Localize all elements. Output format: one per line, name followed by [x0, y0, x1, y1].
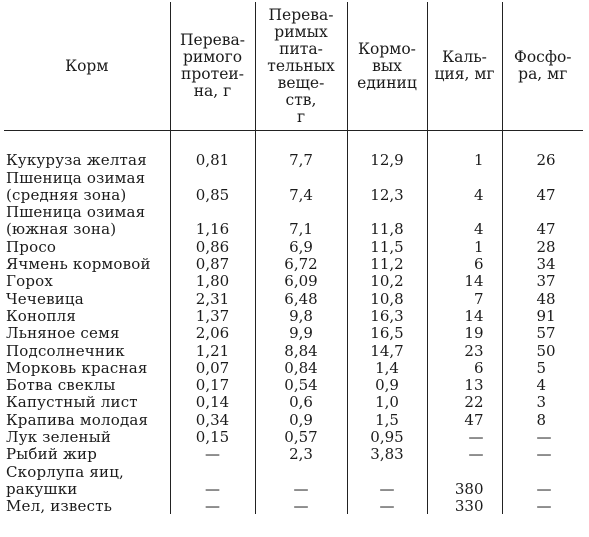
feed-units-value: 1,5: [347, 410, 427, 427]
feed-units-value: 11,2: [347, 255, 427, 272]
nutrients-value: —: [255, 480, 347, 497]
table-spacer-row: [4, 131, 583, 152]
nutrients-value: 8,84: [255, 341, 347, 358]
protein-value: 0,81: [170, 151, 255, 168]
nutrients-value: 6,9: [255, 237, 347, 254]
calcium-value: 1: [427, 237, 502, 254]
header-nutrients: [255, 2, 347, 131]
empty-cell: [347, 168, 427, 185]
table-row-continued: [4, 186, 583, 203]
table-row: [4, 445, 583, 462]
header-line: тельных: [267, 56, 335, 75]
calcium-value: 4: [427, 186, 502, 203]
feed-name: Пшеница озимая: [6, 203, 146, 222]
header-feed: Корм: [4, 2, 170, 131]
phosphorus-value: 34: [502, 255, 583, 272]
header-line: единиц: [357, 73, 417, 92]
feed-name: Льняное семя: [6, 324, 120, 343]
protein-value: 0,15: [170, 428, 255, 445]
feed-nutrition-table: [4, 2, 583, 514]
table-row: [4, 376, 583, 393]
header-line: Фосфо-: [513, 48, 572, 66]
feed-units-value: —: [347, 480, 427, 497]
empty-cell: [255, 203, 347, 220]
feed-name: Подсолнечник: [6, 341, 125, 360]
phosphorus-value: 3: [502, 393, 583, 410]
empty-cell: [502, 462, 583, 479]
header-protein: [170, 2, 255, 131]
phosphorus-value: 4: [502, 376, 583, 393]
header-line: Перева-: [268, 5, 334, 24]
feed-units-value: 1,4: [347, 359, 427, 376]
empty-cell: [170, 168, 255, 185]
table-row: [4, 428, 583, 445]
feed-units-value: 10,8: [347, 289, 427, 306]
header-line: на, г: [193, 82, 232, 100]
calcium-value: 7: [427, 289, 502, 306]
phosphorus-value: —: [502, 480, 583, 497]
feed-name-continued: (средняя зона): [6, 185, 127, 204]
header-line: пита-: [279, 39, 323, 58]
feed-name: Мел, известь: [6, 497, 113, 516]
header-line: Перева-: [180, 31, 245, 49]
protein-value: 0,07: [170, 359, 255, 376]
table-row: [4, 359, 583, 376]
header-line: ция, мг: [434, 65, 495, 83]
feed-units-value: 16,3: [347, 307, 427, 324]
header-line: ра, мг: [518, 65, 568, 83]
phosphorus-value: 8: [502, 410, 583, 427]
calcium-value: 6: [427, 359, 502, 376]
nutrients-value: —: [255, 497, 347, 514]
feed-name-continued: ракушки: [6, 479, 78, 498]
protein-value: 2,31: [170, 289, 255, 306]
header-line: вых: [372, 56, 402, 75]
protein-value: 1,16: [170, 220, 255, 237]
table-row: [4, 237, 583, 254]
empty-cell: [502, 203, 583, 220]
table-row: [4, 410, 583, 427]
protein-value: 2,06: [170, 324, 255, 341]
feed-name: Капустный лист: [6, 393, 138, 412]
table-body: [4, 131, 583, 515]
phosphorus-value: 91: [502, 307, 583, 324]
calcium-value: 47: [427, 410, 502, 427]
nutrients-value: 0,6: [255, 393, 347, 410]
feed-name: Ячмень кормовой: [6, 255, 151, 274]
header-feed-units: [347, 2, 427, 131]
feed-name: Скорлупа яиц,: [6, 462, 125, 481]
feed-units-value: —: [347, 497, 427, 514]
table-row: [4, 324, 583, 341]
feed-units-value: 12,9: [347, 151, 427, 168]
feed-name-continued: (южная зона): [6, 220, 117, 239]
feed-name: Конопля: [6, 306, 77, 325]
table-row: [4, 168, 583, 185]
header-line: римого: [182, 48, 243, 66]
empty-cell: [427, 203, 502, 220]
protein-value: 0,87: [170, 255, 255, 272]
empty-cell: [255, 462, 347, 479]
nutrients-value: 2,3: [255, 445, 347, 462]
calcium-value: 14: [427, 307, 502, 324]
phosphorus-value: 48: [502, 289, 583, 306]
calcium-value: 330: [427, 497, 502, 514]
table-row-continued: [4, 220, 583, 237]
feed-units-value: 0,9: [347, 376, 427, 393]
feed-name: Ботва свеклы: [6, 376, 116, 395]
table-row-continued: [4, 480, 583, 497]
table-row: [4, 497, 583, 514]
feed-name: Пшеница озимая: [6, 168, 146, 187]
table-row: [4, 203, 583, 220]
calcium-value: —: [427, 445, 502, 462]
empty-cell: [427, 168, 502, 185]
empty-cell: [255, 168, 347, 185]
calcium-value: 6: [427, 255, 502, 272]
calcium-value: 4: [427, 220, 502, 237]
table-row: [4, 289, 583, 306]
feed-units-value: 1,0: [347, 393, 427, 410]
phosphorus-value: 26: [502, 151, 583, 168]
nutrients-value: 0,54: [255, 376, 347, 393]
phosphorus-value: —: [502, 497, 583, 514]
table-row: [4, 307, 583, 324]
nutrients-value: 9,8: [255, 307, 347, 324]
header-line: Кормо-: [358, 39, 416, 58]
empty-cell: [427, 462, 502, 479]
feed-name: Кукуруза желтая: [6, 151, 147, 170]
table-row: [4, 341, 583, 358]
header-line: Каль-: [442, 48, 487, 66]
phosphorus-value: 28: [502, 237, 583, 254]
protein-value: 0,14: [170, 393, 255, 410]
table-row: [4, 393, 583, 410]
feed-name: Морковь красная: [6, 358, 148, 377]
nutrients-value: 6,09: [255, 272, 347, 289]
phosphorus-value: 47: [502, 220, 583, 237]
nutrients-value: 0,9: [255, 410, 347, 427]
nutrients-value: 7,4: [255, 186, 347, 203]
header-line: римых: [274, 22, 328, 41]
calcium-value: —: [427, 428, 502, 445]
table-header-row: [4, 2, 583, 131]
nutrients-value: 7,1: [255, 220, 347, 237]
protein-value: 1,80: [170, 272, 255, 289]
header-line: г: [296, 107, 306, 126]
phosphorus-value: —: [502, 428, 583, 445]
phosphorus-value: 57: [502, 324, 583, 341]
table-row: [4, 255, 583, 272]
calcium-value: 14: [427, 272, 502, 289]
protein-value: —: [170, 445, 255, 462]
empty-cell: [170, 462, 255, 479]
protein-value: 0,86: [170, 237, 255, 254]
feed-units-value: 16,5: [347, 324, 427, 341]
protein-value: 0,17: [170, 376, 255, 393]
calcium-value: 22: [427, 393, 502, 410]
phosphorus-value: 47: [502, 186, 583, 203]
table-row: [4, 272, 583, 289]
empty-cell: [347, 203, 427, 220]
feed-name: Крапива молодая: [6, 410, 149, 429]
nutrients-value: 6,48: [255, 289, 347, 306]
feed-units-value: 11,5: [347, 237, 427, 254]
feed-units-value: 10,2: [347, 272, 427, 289]
feed-name: Лук зеленый: [6, 428, 112, 447]
calcium-value: 380: [427, 480, 502, 497]
calcium-value: 23: [427, 341, 502, 358]
calcium-value: 1: [427, 151, 502, 168]
table-row: [4, 462, 583, 479]
feed-units-value: 14,7: [347, 341, 427, 358]
feed-name: Просо: [6, 237, 57, 256]
header-phosphorus: [502, 2, 583, 131]
nutrients-value: 0,57: [255, 428, 347, 445]
feed-units-value: 11,8: [347, 220, 427, 237]
phosphorus-value: 50: [502, 341, 583, 358]
phosphorus-value: 37: [502, 272, 583, 289]
feed-units-value: 0,95: [347, 428, 427, 445]
phosphorus-value: 5: [502, 359, 583, 376]
document-page: [0, 2, 589, 537]
nutrients-value: 0,84: [255, 359, 347, 376]
protein-value: 1,37: [170, 307, 255, 324]
protein-value: 1,21: [170, 341, 255, 358]
feed-name: Рыбий жир: [6, 445, 98, 464]
header-line: протеи-: [181, 65, 244, 83]
feed-units-value: 3,83: [347, 445, 427, 462]
header-calcium: [427, 2, 502, 131]
protein-value: 0,85: [170, 186, 255, 203]
header-line: ств,: [285, 90, 317, 109]
feed-name: Чечевица: [6, 289, 84, 308]
table-row: [4, 151, 583, 168]
empty-cell: [170, 203, 255, 220]
protein-value: 0,34: [170, 410, 255, 427]
empty-cell: [347, 462, 427, 479]
header-line: веще-: [277, 73, 325, 92]
protein-value: —: [170, 480, 255, 497]
feed-name: Горох: [6, 272, 54, 291]
nutrients-value: 7,7: [255, 151, 347, 168]
nutrients-value: 6,72: [255, 255, 347, 272]
empty-cell: [502, 168, 583, 185]
nutrients-value: 9,9: [255, 324, 347, 341]
calcium-value: 19: [427, 324, 502, 341]
feed-units-value: 12,3: [347, 186, 427, 203]
calcium-value: 13: [427, 376, 502, 393]
phosphorus-value: —: [502, 445, 583, 462]
protein-value: —: [170, 497, 255, 514]
